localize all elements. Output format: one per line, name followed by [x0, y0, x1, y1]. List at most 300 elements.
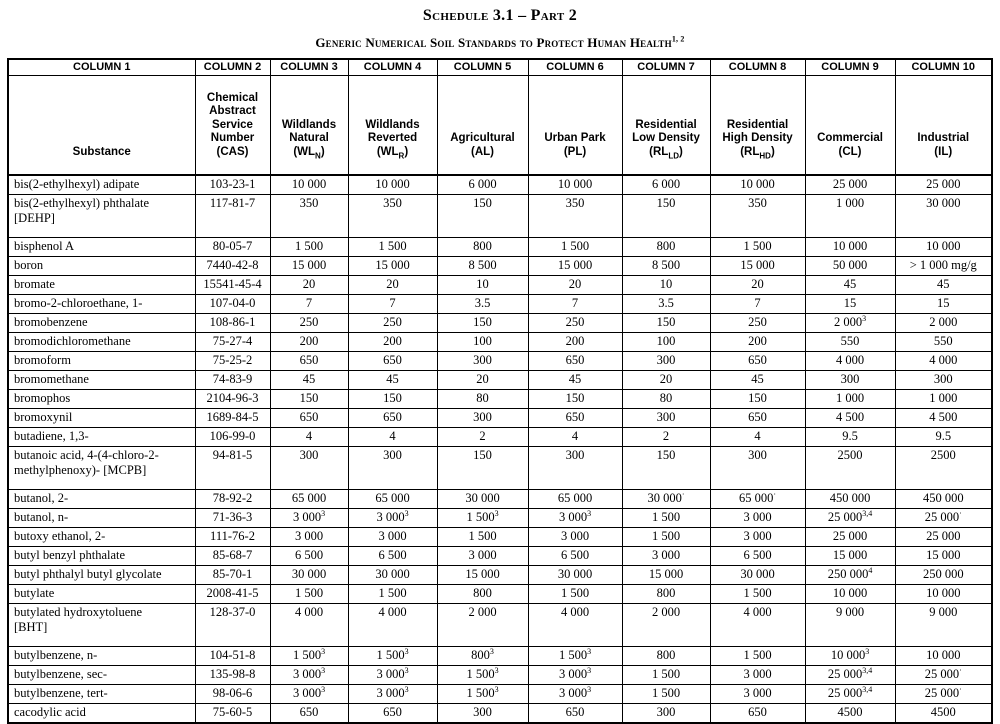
cell-pl: 650 — [528, 704, 622, 724]
cell-cl: 15 — [805, 295, 895, 314]
cell-substance: boron — [8, 257, 195, 276]
table-row — [8, 585, 992, 604]
cell-cl: 450 000 — [805, 490, 895, 509]
table-row — [8, 257, 992, 276]
cell-pl: 30 000 — [528, 566, 622, 585]
cell-wl-r: 650 — [348, 409, 437, 428]
cell-wl-r: 200 — [348, 333, 437, 352]
cell-wl-r: 1 $500^3$ — [348, 647, 437, 666]
column-header-5: COLUMN 5 — [437, 59, 528, 75]
table-row — [8, 604, 992, 647]
cell-substance: butylate — [8, 585, 195, 604]
cell-substance: bromobenzene — [8, 314, 195, 333]
cell-substance: bromoxynil — [8, 409, 195, 428]
cell-al: 20 — [437, 371, 528, 390]
column-header-8: COLUMN 8 — [710, 59, 805, 75]
cell-wl-n: 3 $000^3$ — [270, 685, 348, 704]
cell-wl-n: 1 500 — [270, 238, 348, 257]
column-header-10: COLUMN 10 — [895, 59, 992, 75]
cell-rl-ld: 30 000· — [622, 490, 710, 509]
cell-cl: 1 000 — [805, 195, 895, 238]
cell-cas: 78-92-2 — [195, 490, 270, 509]
cell-cl: 4500 — [805, 704, 895, 724]
cell-cas: 104-51-8 — [195, 647, 270, 666]
cell-wl-r: 150 — [348, 390, 437, 409]
cell-pl: 3 000 — [528, 528, 622, 547]
soil-standards-table — [7, 58, 993, 724]
cell-cas: 71-36-3 — [195, 509, 270, 528]
cell-wl-r: 6 500 — [348, 547, 437, 566]
cell-rl-hd: 150 — [710, 390, 805, 409]
table-row — [8, 276, 992, 295]
cell-rl-hd: 3 000 — [710, 666, 805, 685]
cell-wl-r: 65 000 — [348, 490, 437, 509]
cell-wl-r: 45 — [348, 371, 437, 390]
cell-rl-hd: 4 000 — [710, 604, 805, 647]
table-body — [8, 175, 992, 723]
field-header-row — [8, 75, 992, 175]
table-row — [8, 528, 992, 547]
cell-il: 10 000 — [895, 647, 992, 666]
cell-cas: 80-05-7 — [195, 238, 270, 257]
cell-substance: bis(2-ethylhexyl) phthalate [DEHP] — [8, 195, 195, 238]
cell-rl-ld: 1 500 — [622, 685, 710, 704]
cell-cas: 128-37-0 — [195, 604, 270, 647]
cell-cl: 25 000$^{3,4}$ — [805, 509, 895, 528]
cell-wl-n: 3 $000^3$ — [270, 509, 348, 528]
cell-pl: 1 $500^3$ — [528, 647, 622, 666]
cell-wl-n: 300 — [270, 447, 348, 490]
cell-al: 1 $500^3$ — [437, 509, 528, 528]
table-row — [8, 490, 992, 509]
cell-al: 15 000 — [437, 566, 528, 585]
table-row — [8, 195, 992, 238]
cell-substance: bisphenol A — [8, 238, 195, 257]
cell-substance: butanoic acid, 4-(4-chloro-2- methylphenoxy)- [MCPB] — [8, 447, 195, 490]
cell-il: 4 500 — [895, 409, 992, 428]
cell-wl-r: 250 — [348, 314, 437, 333]
cell-pl: 650 — [528, 409, 622, 428]
cell-rl-ld: 300 — [622, 352, 710, 371]
field-header-il: Industrial (IL) — [895, 75, 992, 175]
cell-wl-r: 4 — [348, 428, 437, 447]
cell-substance: butadiene, 1,3- — [8, 428, 195, 447]
cell-pl: 350 — [528, 195, 622, 238]
table-row — [8, 390, 992, 409]
cell-wl-n: 200 — [270, 333, 348, 352]
cell-wl-r: 10 000 — [348, 175, 437, 195]
cell-al: 150 — [437, 447, 528, 490]
cell-al: 300 — [437, 704, 528, 724]
column-header-2: COLUMN 2 — [195, 59, 270, 75]
cell-cas: 85-68-7 — [195, 547, 270, 566]
cell-substance: bromophos — [8, 390, 195, 409]
cell-pl: 7 — [528, 295, 622, 314]
cell-cl: 9.5 — [805, 428, 895, 447]
cell-cas: 75-60-5 — [195, 704, 270, 724]
cell-al: 1 $500^3$ — [437, 685, 528, 704]
cell-wl-r: 15 000 — [348, 257, 437, 276]
cell-cas: 7440-42-8 — [195, 257, 270, 276]
cell-cas: 85-70-1 — [195, 566, 270, 585]
cell-cl: 25 000$^{3,4}$ — [805, 666, 895, 685]
field-header-rl-ld: Residential Low Density $(RL_{LD})$ — [622, 75, 710, 175]
cell-wl-n: 65 000 — [270, 490, 348, 509]
cell-substance: bromomethane — [8, 371, 195, 390]
cell-wl-r: 350 — [348, 195, 437, 238]
table-row — [8, 371, 992, 390]
cell-wl-n: 20 — [270, 276, 348, 295]
cell-il: 9.5 — [895, 428, 992, 447]
cell-wl-r: 650 — [348, 704, 437, 724]
cell-al: $800^3$ — [437, 647, 528, 666]
cell-rl-ld: 6 000 — [622, 175, 710, 195]
table-row — [8, 295, 992, 314]
cell-wl-n: 3 000 — [270, 528, 348, 547]
cell-rl-hd: 650 — [710, 704, 805, 724]
table-row — [8, 685, 992, 704]
cell-cas: 2008-41-5 — [195, 585, 270, 604]
field-header-rl-hd: Residential High Density $(RL_{HD})$ — [710, 75, 805, 175]
cell-cas: 111-76-2 — [195, 528, 270, 547]
cell-rl-ld: 1 500 — [622, 509, 710, 528]
cell-al: 800 — [437, 238, 528, 257]
cell-il: 2500 — [895, 447, 992, 490]
cell-substance: butylated hydroxytoluene [BHT] — [8, 604, 195, 647]
field-header-wl-r: Wildlands Reverted $(WL_R)$ — [348, 75, 437, 175]
cell-il: 25 000 — [895, 528, 992, 547]
cell-cas: 15541-45-4 — [195, 276, 270, 295]
cell-wl-r: 3 $000^3$ — [348, 509, 437, 528]
cell-wl-n: 45 — [270, 371, 348, 390]
column-header-6: COLUMN 6 — [528, 59, 622, 75]
cell-rl-ld: 20 — [622, 371, 710, 390]
table-row — [8, 447, 992, 490]
field-header-cl: Commercial (CL) — [805, 75, 895, 175]
cell-rl-ld: 800 — [622, 585, 710, 604]
table-header — [8, 59, 992, 175]
cell-al: 3 000 — [437, 547, 528, 566]
cell-rl-ld: 8 500 — [622, 257, 710, 276]
cell-il: 1 000 — [895, 390, 992, 409]
cell-rl-ld: 150 — [622, 195, 710, 238]
cell-wl-r: 300 — [348, 447, 437, 490]
cell-il: 30 000 — [895, 195, 992, 238]
cell-pl: 3 $000^3$ — [528, 509, 622, 528]
cell-il: 45 — [895, 276, 992, 295]
cell-cas: 74-83-9 — [195, 371, 270, 390]
cell-pl: 15 000 — [528, 257, 622, 276]
cell-substance: bromoform — [8, 352, 195, 371]
cell-il: 25 000· — [895, 685, 992, 704]
cell-rl-hd: 1 500 — [710, 585, 805, 604]
table-row — [8, 547, 992, 566]
cell-cl: 45 — [805, 276, 895, 295]
cell-pl: 300 — [528, 447, 622, 490]
cell-wl-n: 4 000 — [270, 604, 348, 647]
cell-il: > 1 000 mg/g — [895, 257, 992, 276]
cell-substance: butyl phthalyl butyl glycolate — [8, 566, 195, 585]
cell-substance: bromate — [8, 276, 195, 295]
cell-al: 8 500 — [437, 257, 528, 276]
cell-wl-n: 30 000 — [270, 566, 348, 585]
cell-wl-n: 7 — [270, 295, 348, 314]
cell-pl: 10 000 — [528, 175, 622, 195]
column-header-3: COLUMN 3 — [270, 59, 348, 75]
document-title: Schedule 3.1 – Part 2 — [422, 7, 578, 24]
cell-rl-hd: 1 500 — [710, 238, 805, 257]
column-number-header-row — [8, 59, 992, 75]
cell-rl-ld: 1 500 — [622, 666, 710, 685]
cell-al: 2 000 — [437, 604, 528, 647]
cell-cas: 106-99-0 — [195, 428, 270, 447]
cell-cas: 75-25-2 — [195, 352, 270, 371]
cell-cas: 108-86-1 — [195, 314, 270, 333]
table-row — [8, 333, 992, 352]
table-row — [8, 314, 992, 333]
cell-substance: bromo-2-chloroethane, 1- — [8, 295, 195, 314]
column-header-4: COLUMN 4 — [348, 59, 437, 75]
cell-il: 9 000 — [895, 604, 992, 647]
cell-wl-r: 30 000 — [348, 566, 437, 585]
cell-substance: butylbenzene, sec- — [8, 666, 195, 685]
cell-rl-ld: 3.5 — [622, 295, 710, 314]
cell-rl-ld: 2 000 — [622, 604, 710, 647]
cell-cas: 98-06-6 — [195, 685, 270, 704]
cell-wl-r: 3 $000^3$ — [348, 685, 437, 704]
column-header-9: COLUMN 9 — [805, 59, 895, 75]
cell-rl-hd: 650 — [710, 352, 805, 371]
cell-il: 4 000 — [895, 352, 992, 371]
cell-rl-ld: 800 — [622, 238, 710, 257]
cell-rl-hd: 3 000 — [710, 528, 805, 547]
field-header-cas: Chemical Abstract Service Number (CAS) — [195, 75, 270, 175]
cell-pl: 1 500 — [528, 585, 622, 604]
cell-cl: 2500 — [805, 447, 895, 490]
cell-il: 15 — [895, 295, 992, 314]
cell-al: 1 500 — [437, 528, 528, 547]
cell-wl-n: 15 000 — [270, 257, 348, 276]
document-subtitle: Generic Numerical Soil Standards to Protect Human Health$^{1, 2}$ — [315, 34, 685, 50]
table-row — [8, 647, 992, 666]
table-row — [8, 666, 992, 685]
cell-substance: bromodichloromethane — [8, 333, 195, 352]
cell-wl-r: 20 — [348, 276, 437, 295]
cell-al: 30 000 — [437, 490, 528, 509]
cell-wl-n: 150 — [270, 390, 348, 409]
table-row — [8, 704, 992, 724]
cell-pl: 3 $000^3$ — [528, 666, 622, 685]
table-row — [8, 175, 992, 195]
field-header-al: Agricultural (AL) — [437, 75, 528, 175]
cell-cl: 25 000 — [805, 528, 895, 547]
field-header-wl-n: Wildlands Natural $(WL_N)$ — [270, 75, 348, 175]
cell-rl-hd: 65 000· — [710, 490, 805, 509]
cell-pl: 65 000 — [528, 490, 622, 509]
cell-il: 25 000· — [895, 666, 992, 685]
cell-rl-hd: 200 — [710, 333, 805, 352]
cell-wl-n: 650 — [270, 409, 348, 428]
cell-rl-ld: 10 — [622, 276, 710, 295]
cell-il: 10 000 — [895, 238, 992, 257]
cell-wl-n: 10 000 — [270, 175, 348, 195]
cell-cas: 135-98-8 — [195, 666, 270, 685]
cell-rl-ld: 80 — [622, 390, 710, 409]
table-row — [8, 238, 992, 257]
cell-rl-ld: 150 — [622, 447, 710, 490]
cell-rl-hd: 20 — [710, 276, 805, 295]
cell-pl: 650 — [528, 352, 622, 371]
cell-rl-hd: 250 — [710, 314, 805, 333]
cell-rl-hd: 350 — [710, 195, 805, 238]
cell-substance: butanol, n- — [8, 509, 195, 528]
cell-rl-hd: 30 000 — [710, 566, 805, 585]
cell-substance: butylbenzene, tert- — [8, 685, 195, 704]
cell-cl: 300 — [805, 371, 895, 390]
cell-wl-n: 650 — [270, 704, 348, 724]
cell-cl: 10 000 — [805, 238, 895, 257]
cell-rl-hd: 10 000 — [710, 175, 805, 195]
cell-cas: 1689-84-5 — [195, 409, 270, 428]
cell-al: 80 — [437, 390, 528, 409]
cell-cl: 10 000 — [805, 585, 895, 604]
cell-substance: butoxy ethanol, 2- — [8, 528, 195, 547]
table-row — [8, 428, 992, 447]
cell-substance: bis(2-ethylhexyl) adipate — [8, 175, 195, 195]
cell-wl-r: 650 — [348, 352, 437, 371]
cell-wl-r: 1 500 — [348, 238, 437, 257]
cell-il: 550 — [895, 333, 992, 352]
table-row — [8, 352, 992, 371]
cell-pl: 20 — [528, 276, 622, 295]
cell-wl-r: 7 — [348, 295, 437, 314]
cell-al: 150 — [437, 195, 528, 238]
cell-al: 150 — [437, 314, 528, 333]
table-row — [8, 509, 992, 528]
cell-cl: 250 $000^4$ — [805, 566, 895, 585]
cell-al: 300 — [437, 409, 528, 428]
column-header-7: COLUMN 7 — [622, 59, 710, 75]
cell-cl: 9 000 — [805, 604, 895, 647]
cell-cl: 4 500 — [805, 409, 895, 428]
cell-pl: 1 500 — [528, 238, 622, 257]
cell-il: 25 000 — [895, 175, 992, 195]
cell-il: 15 000 — [895, 547, 992, 566]
cell-wl-n: 6 500 — [270, 547, 348, 566]
cell-wl-r: 4 000 — [348, 604, 437, 647]
cell-il: 25 000· — [895, 509, 992, 528]
cell-il: 4500 — [895, 704, 992, 724]
cell-substance: butyl benzyl phthalate — [8, 547, 195, 566]
column-header-1: COLUMN 1 — [8, 59, 195, 75]
cell-cas: 103-23-1 — [195, 175, 270, 195]
cell-cas: 94-81-5 — [195, 447, 270, 490]
cell-pl: 6 500 — [528, 547, 622, 566]
cell-il: 300 — [895, 371, 992, 390]
cell-rl-ld: 800 — [622, 647, 710, 666]
cell-cl: 1 000 — [805, 390, 895, 409]
cell-rl-hd: 3 000 — [710, 509, 805, 528]
cell-rl-hd: 1 500 — [710, 647, 805, 666]
field-header-pl: Urban Park (PL) — [528, 75, 622, 175]
cell-substance: cacodylic acid — [8, 704, 195, 724]
cell-cl: 4 000 — [805, 352, 895, 371]
cell-rl-hd: 45 — [710, 371, 805, 390]
cell-rl-hd: 650 — [710, 409, 805, 428]
cell-pl: 4 — [528, 428, 622, 447]
cell-al: 800 — [437, 585, 528, 604]
cell-cl: 10 $000^3$ — [805, 647, 895, 666]
cell-cas: 2104-96-3 — [195, 390, 270, 409]
table-row — [8, 566, 992, 585]
cell-substance: butylbenzene, n- — [8, 647, 195, 666]
cell-pl: 150 — [528, 390, 622, 409]
cell-cl: 550 — [805, 333, 895, 352]
cell-cl: 25 000$^{3,4}$ — [805, 685, 895, 704]
field-header-substance: Substance — [8, 75, 195, 175]
cell-rl-ld: 300 — [622, 409, 710, 428]
cell-cl: 15 000 — [805, 547, 895, 566]
cell-rl-ld: 300 — [622, 704, 710, 724]
cell-cas: 107-04-0 — [195, 295, 270, 314]
cell-rl-hd: 300 — [710, 447, 805, 490]
cell-il: 250 000 — [895, 566, 992, 585]
cell-il: 2 000 — [895, 314, 992, 333]
cell-rl-hd: 4 — [710, 428, 805, 447]
cell-al: 300 — [437, 352, 528, 371]
cell-cl: 50 000 — [805, 257, 895, 276]
document-page — [0, 7, 1000, 719]
cell-rl-ld: 150 — [622, 314, 710, 333]
cell-al: 3.5 — [437, 295, 528, 314]
cell-rl-ld: 100 — [622, 333, 710, 352]
cell-wl-n: 1 $500^3$ — [270, 647, 348, 666]
cell-pl: 200 — [528, 333, 622, 352]
cell-rl-ld: 1 500 — [622, 528, 710, 547]
cell-al: 1 $500^3$ — [437, 666, 528, 685]
cell-al: 100 — [437, 333, 528, 352]
cell-rl-hd: 6 500 — [710, 547, 805, 566]
cell-wl-r: 3 $000^3$ — [348, 666, 437, 685]
cell-pl: 250 — [528, 314, 622, 333]
cell-rl-hd: 3 000 — [710, 685, 805, 704]
cell-il: 450 000 — [895, 490, 992, 509]
cell-rl-ld: 2 — [622, 428, 710, 447]
cell-wl-n: 1 500 — [270, 585, 348, 604]
cell-cl: 2 $000^3$ — [805, 314, 895, 333]
cell-substance: butanol, 2- — [8, 490, 195, 509]
cell-pl: 3 $000^3$ — [528, 685, 622, 704]
cell-wl-n: 3 $000^3$ — [270, 666, 348, 685]
cell-wl-n: 4 — [270, 428, 348, 447]
cell-cl: 25 000 — [805, 175, 895, 195]
cell-wl-r: 1 500 — [348, 585, 437, 604]
cell-rl-hd: 15 000 — [710, 257, 805, 276]
cell-rl-hd: 7 — [710, 295, 805, 314]
cell-cas: 117-81-7 — [195, 195, 270, 238]
table-row — [8, 409, 992, 428]
cell-cas: 75-27-4 — [195, 333, 270, 352]
cell-pl: 4 000 — [528, 604, 622, 647]
cell-wl-n: 350 — [270, 195, 348, 238]
cell-wl-r: 3 000 — [348, 528, 437, 547]
cell-pl: 45 — [528, 371, 622, 390]
cell-rl-ld: 15 000 — [622, 566, 710, 585]
cell-wl-n: 250 — [270, 314, 348, 333]
cell-al: 2 — [437, 428, 528, 447]
cell-al: 10 — [437, 276, 528, 295]
cell-wl-n: 650 — [270, 352, 348, 371]
